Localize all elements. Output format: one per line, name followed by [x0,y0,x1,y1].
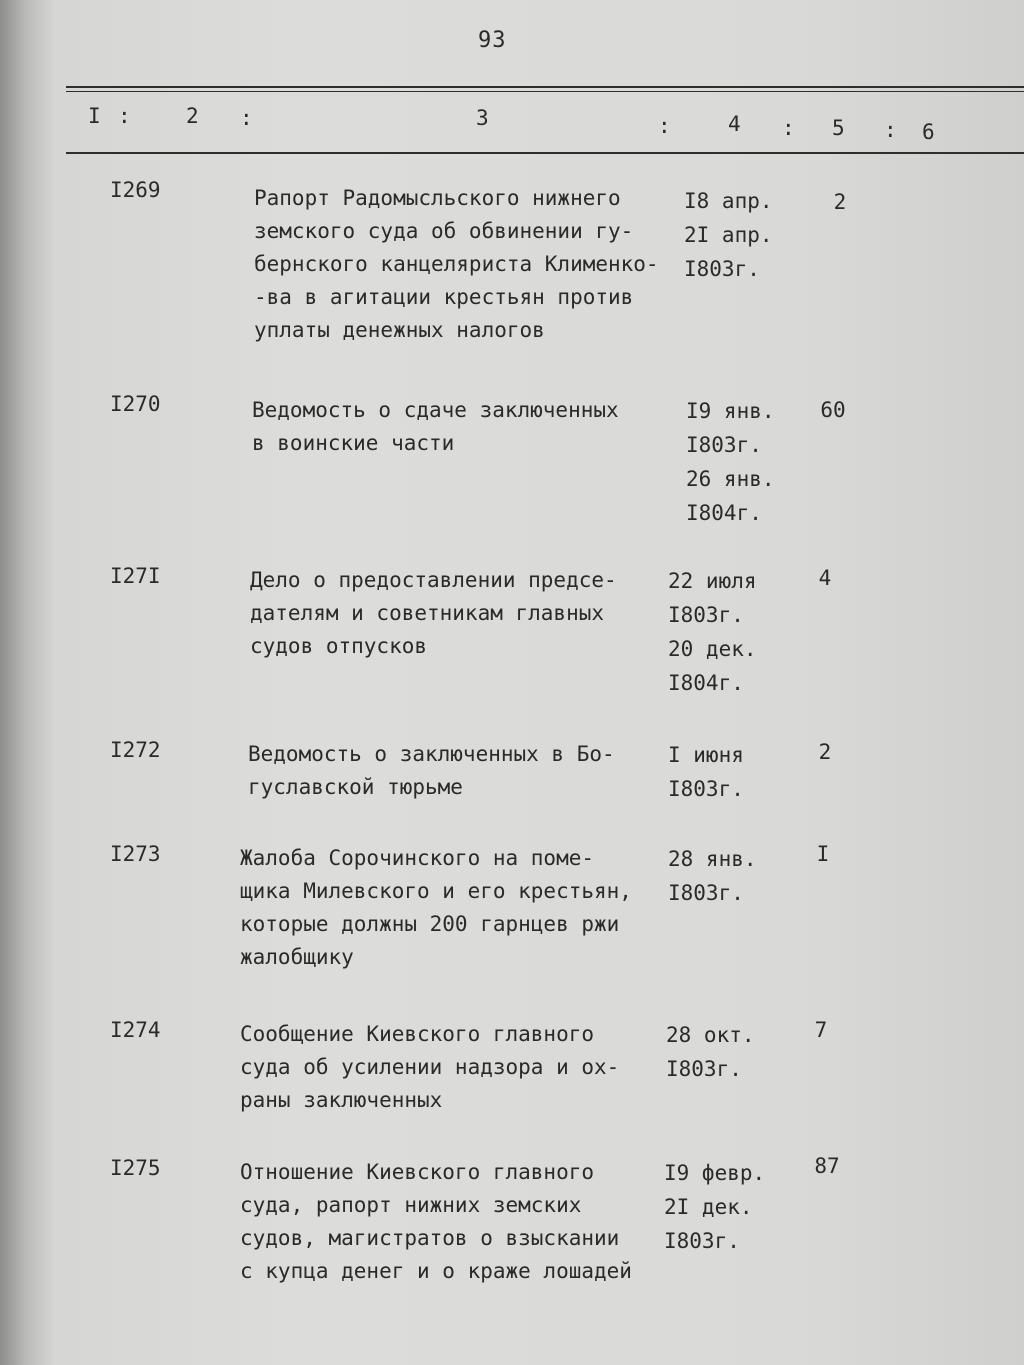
column-separator: : [118,104,131,128]
column-separator: : [240,106,253,130]
entry-sheets: 60 [820,398,846,422]
entry-number: I272 [110,738,161,762]
column-separator: : [658,114,671,138]
entry-sheets: 87 [814,1154,840,1178]
entry-description: Сообщение Киевского главного суда об усилении надзора и ох- раны заключенных [240,1022,620,1112]
header-top-rule-double [66,91,1024,92]
entry-number: I269 [110,178,161,202]
column-header-2: 2 [186,104,199,128]
header-bottom-rule [66,152,1024,154]
column-separator: : [782,116,795,140]
entry-dates: 28 окт. I803г. [666,1023,755,1081]
entry-sheets: 2 [833,190,847,214]
entry-number: I273 [110,842,161,866]
entry-dates: I9 февр. 2I дек. I803г. [664,1161,766,1253]
entry-sheets: 7 [814,1018,828,1042]
entry-description: Отношение Киевского главного суда, рапорт нижних земских судов, магистратов о взыскании с купца денег и о краже лошадей [240,1160,632,1283]
entry-dates: 28 янв. I803г. [668,847,757,905]
column-header-6: 6 [922,120,935,144]
column-header-1: I [88,104,101,128]
column-header-3: 3 [476,106,489,130]
entry-description: Рапорт Радомысльского нижнего земского суда об обвинении гу- бернского канцеляриста Клименко- -ва в агитации крестьян против уплаты денежных налогов [254,186,659,342]
entry-number: I27I [110,564,161,588]
entry-description: Ведомость о сдаче заключенных в воинские части [252,398,619,455]
entry-sheets: I [816,842,830,866]
entry-description: Ведомость о заключенных в Бо- гуславской тюрьме [248,742,615,799]
entry-dates: I9 янв. I803г. 26 янв. I804г. [686,399,775,525]
entry-description: Жалоба Сорочинского на поме- щика Милевского и его крестьян, которые должны 200 гарнцев ржи жалобщику [240,846,632,969]
entry-number: I275 [110,1156,161,1180]
entry-number: I274 [110,1018,161,1042]
column-header-5: 5 [832,116,845,140]
page-number: 93 [478,28,507,53]
entry-dates: I8 апр. 2I апр. I803г. [684,189,773,281]
header-top-rule [66,86,1024,88]
column-header-4: 4 [728,112,741,136]
column-separator: : [884,118,897,142]
entry-description: Дело о предоставлении предсе- дателям и советникам главных судов отпусков [250,568,617,658]
entry-number: I270 [110,392,161,416]
entry-sheets: 2 [818,740,832,764]
entry-sheets: 4 [818,566,832,590]
entry-dates: I июня I803г. [668,743,744,801]
entry-dates: 22 июля I803г. 20 дек. I804г. [668,569,757,695]
